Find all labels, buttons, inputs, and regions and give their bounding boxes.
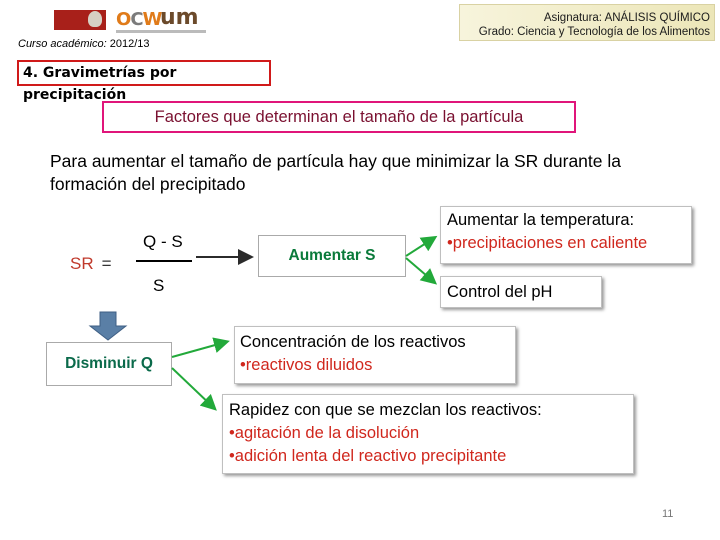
temperature-title: Aumentar la temperatura: <box>447 211 635 229</box>
disminuir-to-mixing-arrow <box>172 368 214 408</box>
concentration-item: •reactivos diluidos <box>240 356 373 374</box>
intro-line-1: Para aumentar el tamaño de partícula hay que minimizar la SR durante la <box>50 151 621 171</box>
sr-down-arrow <box>90 312 126 340</box>
mixing-item-1: •agitación de la disolución <box>229 424 420 442</box>
slide-subtitle: Factores que determinan el tamaño de la partícula <box>102 101 576 133</box>
mixing-item-2: •adición lenta del reactivo precipitante <box>229 447 507 465</box>
ph-box: Control del pH <box>440 276 602 308</box>
temperature-item: •precipitaciones en caliente <box>447 234 648 252</box>
concentration-title: Concentración de los reactivos <box>240 333 466 351</box>
degree-name: Grado: Ciencia y Tecnología de los Alimentos <box>478 26 710 38</box>
aumentar-s-box: Aumentar S <box>258 235 406 277</box>
formula-denominator: S <box>153 276 165 295</box>
disminuir-to-concentration-arrow <box>172 342 226 357</box>
um-logo: um <box>160 5 199 30</box>
aumentar-to-temperature-arrow <box>406 238 434 256</box>
intro-line-2: formación del precipitado <box>50 174 246 194</box>
section-title: 4. Gravimetrías por precipitación <box>17 60 271 86</box>
formula-numerator: Q - S <box>143 232 183 251</box>
subject-name: Asignatura: ANÁLISIS QUÍMICO <box>543 12 710 24</box>
mixing-speed-title: Rapidez con que se mezclan los reactivos: <box>229 401 542 419</box>
sr-formula-label: SR = <box>70 254 112 273</box>
ocw-logo: OCW <box>116 9 162 30</box>
aumentar-to-ph-arrow <box>406 258 434 282</box>
course-year: Curso académico: 2012/13 <box>18 38 150 50</box>
page-number: 11 <box>662 508 674 520</box>
disminuir-q-box: Disminuir Q <box>46 342 172 386</box>
